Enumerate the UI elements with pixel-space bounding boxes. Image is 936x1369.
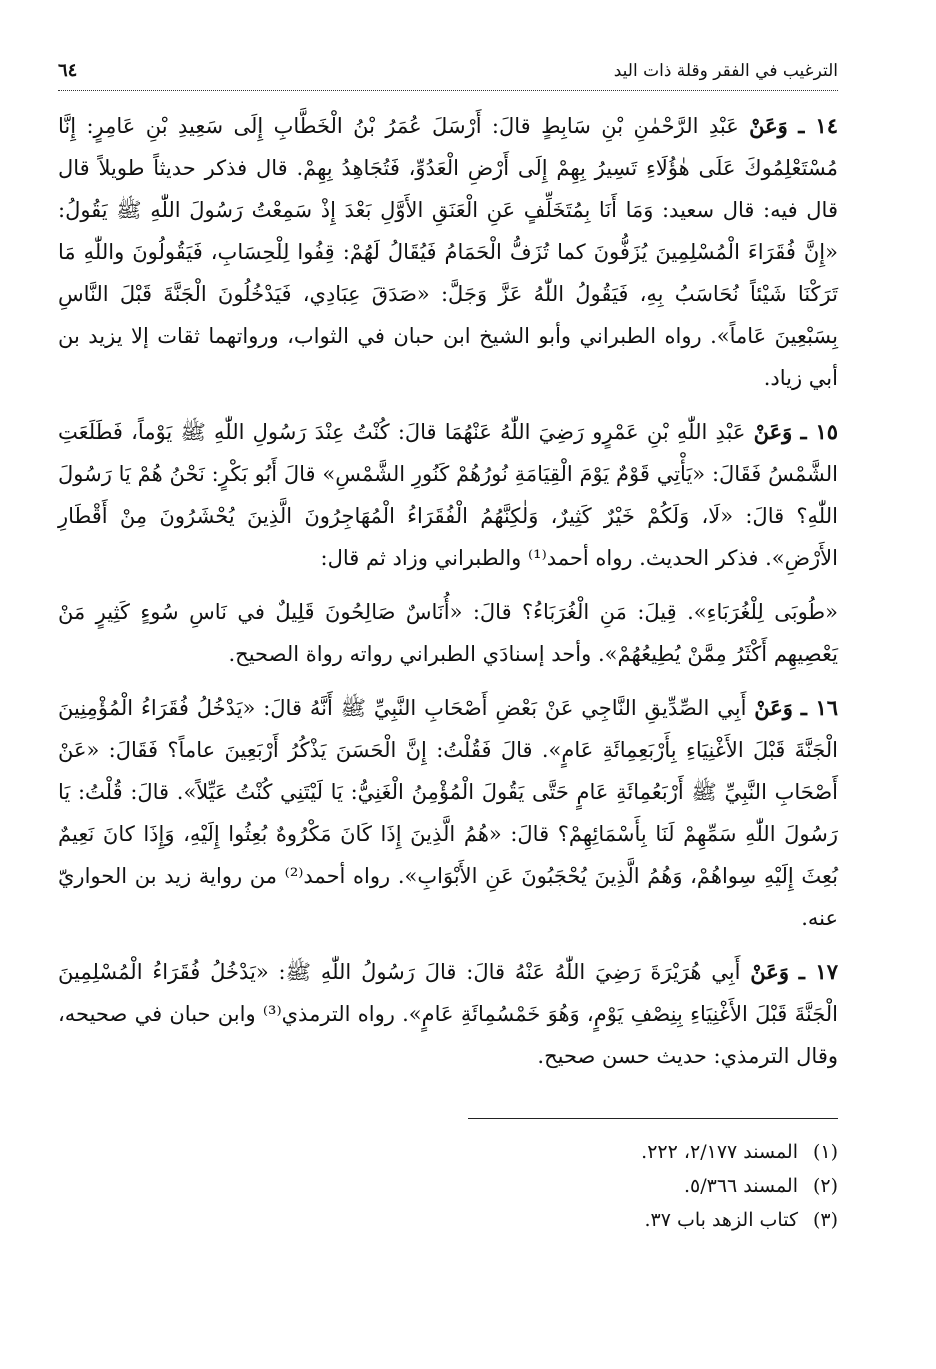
hadith-intro: وَعَنْ bbox=[754, 695, 793, 720]
page bbox=[58, 60, 838, 1089]
footnote-3 bbox=[58, 1203, 838, 1237]
page-number: ٦٤ bbox=[58, 60, 78, 81]
footnote-2 bbox=[58, 1169, 838, 1203]
hadith-text: «طُوبَى لِلْغُرَبَاءِ». قِيلَ: مَنِ الْغُرَبَاءُ؟ قالَ: «أُنَاسٌ صَالِحُونَ قَلِيلٌ في نَاسِ سُوءٍ كَثِيرٍ مَنْ يَعْصِيهِم أَكْثَرُ مِمَّنْ يُطِيعُهُمْ». وأحد إسنادَي الطبراني رواته رواة الصحيح. bbox=[58, 600, 838, 666]
footnote-text: كتاب الزهد باب ٣٧. bbox=[644, 1209, 798, 1231]
hadith-number: ١٦ ـ bbox=[800, 695, 838, 720]
hadith-text: أَبِي هُرَيْرَةَ رَضِيَ اللّٰهُ عَنْهُ قالَ: قالَ رَسُولُ اللّٰهِ ﷺ: «يَدْخُلُ فُقَرَاءُ الْمُسْلِمِينَ الْجَنَّةَ قَبْلَ الأَغْنِيَاءِ بِنِصْفِ يَوْمٍ، وَهُوَ خَمْسُمِائَةِ عَامٍ». رواه الترمذي⁽³⁾ وابن حبان في صحيحه، وقال الترمذي: حديث حسن صحيح. bbox=[58, 960, 838, 1068]
footnote-1 bbox=[58, 1135, 838, 1169]
hadith-text: أَبِي الصِّدِّيقِ النَّاجِي عَنْ بَعْضِ أَصْحَابِ النَّبِيِّ ﷺ أَنَّهُ قالَ: «يَدْخُلُ فُقَرَاءُ الْمُؤْمِنِينَ الْجَنَّةَ قَبْلَ الأَغْنِيَاءِ بِأَرْبَعِمِائَةِ عَامٍ». قالَ فَقُلْتُ: إِنَّ الْحَسَنَ يَذْكُرُ أَرْبَعِينَ عاماً؟ فَقَالَ: «عَنْ أَصْحَابِ النَّبِيِّ ﷺ أَرْبَعُمِائَةِ عَامٍ حَتَّى يَقُولَ الْمُؤْمِنُ الْغَنِيُّ: يَا لَيْتَنِي كُنْتُ عَيِّلاً». قالَ: قُلْتُ: يَا رَسُولَ اللّٰهِ سَمِّهِمْ لَنَا بِأَسْمَائِهِمْ؟ قالَ: «هُمُ الَّذِينَ إِذَا كَانَ مَكْرُوهٌ بُعِثُوا إِلَيْهِ، وَإِذَا كانَ نَعِيمٌ بُعِثَ إِلَيْهِ سِواهُمْ، وَهُمُ الَّذِينَ يُحْجَبُونَ عَنِ الأَبْوَابِ». رواه أحمد⁽²⁾ من رواية زيد بن الحواريّ عنه. bbox=[58, 696, 838, 930]
footnote-mark: (٢) bbox=[812, 1175, 838, 1197]
footnote-divider bbox=[468, 1118, 838, 1119]
hadith-16 bbox=[58, 687, 838, 939]
hadith-intro: وَعَنْ bbox=[753, 419, 793, 444]
footnote-text: المسند ٢/١٧٧، ٢٢٢. bbox=[641, 1141, 798, 1163]
hadith-15-continuation bbox=[58, 591, 838, 675]
hadith-text: عَبْدِ الرَّحْمٰنِ بْنِ سَابِطٍ قالَ: أَرْسَلَ عُمَرُ بْنُ الْخَطَّابِ إِلَى سَعِيدِ بْنِ عَامِرٍ: إِنَّا مُسْتَعْلِمُوكَ عَلَى هٰؤُلَاءِ تَسِيرُ بِهِمْ إِلَى أَرْضِ الْعَدُوِّ، فَتُجَاهِدُ بِهِمْ. قال فذكر حديثاً طويلاً قال قال فيه: قال سعيد: وَمَا أَنَا بِمُتَخَلِّفٍ عَنِ الْعَنَقِ الأَوَّلِ بَعْدَ إِذْ سَمِعْتُ رَسُولَ اللّٰهِ ﷺ يَقُولُ: «إِنَّ فُقَرَاءَ الْمُسْلِمِينَ يُزَفُّونَ كما تُزَفُّ الْحَمَامُ فَيُقَالُ لَهُمْ: قِفُوا لِلْحِسَابِ، فَيَقُولُونَ واللّٰهِ مَا تَرَكْنَا شَيْئاً نُحَاسَبُ بِهِ، فَيَقُولُ اللّٰهُ عَزَّ وَجَلَّ: «صَدَقَ عِبَادِي، فَيَدْخُلُونَ الْجَنَّةَ قَبْلَ النَّاسِ بِسَبْعِينَ عَاماً». رواه الطبراني وأبو الشيخ ابن حبان في الثواب، ورواتهما ثقات إلا يزيد بن أبي زياد. bbox=[58, 114, 838, 390]
hadith-number: ١٥ ـ bbox=[800, 419, 838, 444]
page-header bbox=[58, 60, 838, 91]
hadith-number: ١٤ ـ bbox=[798, 113, 838, 138]
hadith-14 bbox=[58, 105, 838, 399]
hadith-15 bbox=[58, 411, 838, 579]
footnotes bbox=[58, 1135, 838, 1237]
hadith-number: ١٧ ـ bbox=[798, 959, 838, 984]
footnote-mark: (٣) bbox=[812, 1209, 838, 1231]
hadith-intro: وَعَنْ bbox=[750, 959, 789, 984]
running-title: الترغيب في الفقر وقلة ذات اليد bbox=[613, 61, 838, 81]
footnote-mark: (١) bbox=[812, 1141, 838, 1163]
hadith-intro: وَعَنْ bbox=[749, 113, 788, 138]
hadith-text: عَبْدِ اللّٰهِ بْنِ عَمْرٍو رَضِيَ اللّٰهُ عَنْهُمَا قالَ: كُنْتُ عِنْدَ رَسُولِ اللّٰهِ ﷺ يَوْماً، فَطَلَعَتِ الشَّمْسُ فَقَالَ: «يَأْتِي قَوْمٌ يَوْمَ الْقِيَامَةِ نُورُهُمْ كَنُورِ الشَّمْسِ» قالَ أَبُو بَكْرٍ: نَحْنُ هُمْ يَا رَسُولَ اللّٰهِ؟ قالَ: «لَا، وَلَكُمْ خَيْرٌ كَثِيرٌ، وَلٰكِنَّهُمُ الْفُقَرَاءُ الْمُهَاجِرُونَ الَّذِينَ يُحْشَرُونَ مِنْ أَقْطَارِ الأَرْضِ». فذكر الحديث. رواه أحمد⁽¹⁾ والطبراني وزاد ثم قال: bbox=[58, 420, 838, 570]
hadith-17 bbox=[58, 951, 838, 1077]
footnote-text: المسند ٥/٣٦٦. bbox=[683, 1175, 798, 1197]
